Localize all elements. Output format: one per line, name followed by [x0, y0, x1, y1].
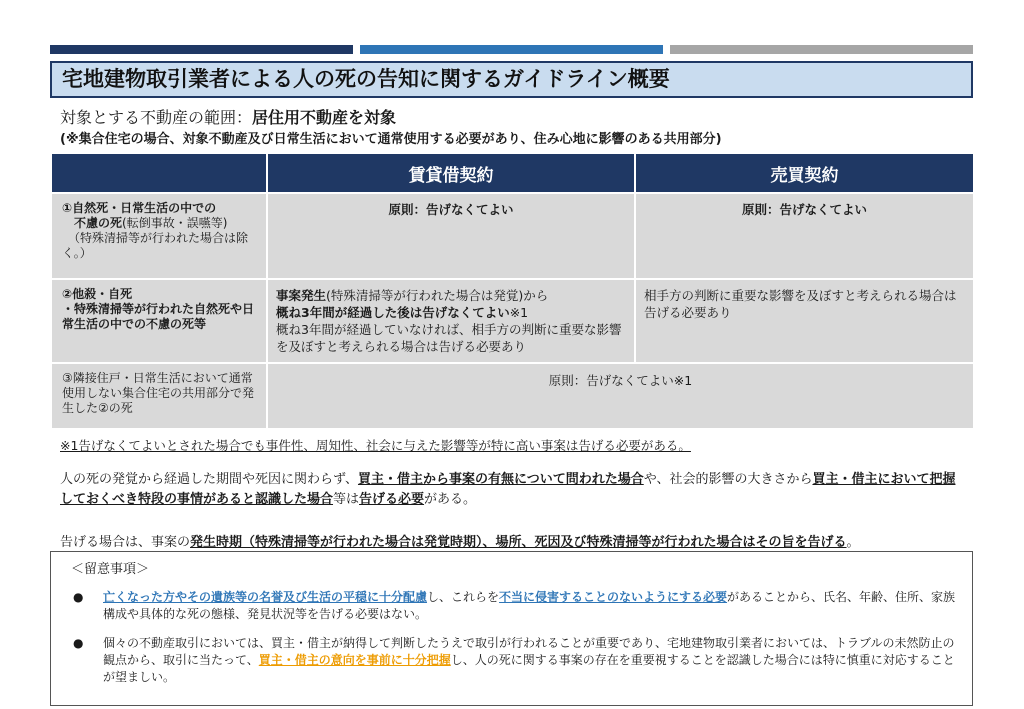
header-empty: [51, 153, 267, 193]
list-item: [65, 635, 958, 686]
para1-bold3: 告げる必要: [359, 492, 425, 507]
row1-head-plain: (転倒事故・誤嚥等): [122, 216, 228, 230]
scope-note: (※集合住宅の場合、対象不動産及び日常生活において通常使用する必要があり、住み心地に影響のある共用部分): [60, 132, 722, 147]
top-decorative-bars: [50, 45, 973, 54]
note1-blue2: 不当に侵害することのないようにする必要: [499, 590, 728, 604]
header-rent: 賃貸借契約: [267, 153, 635, 193]
row2-head-line2: ・特殊清掃等が行われた自然死や日常生活の中での不慮の死等: [62, 302, 255, 331]
row2-sale: 相手方の判断に重要な影響を及ぼすと考えられる場合は告げる必要あり: [635, 279, 974, 363]
row1-head-note: （特殊清掃等が行われた場合は除く。）: [62, 231, 249, 260]
notify-paragraph: [60, 531, 970, 550]
table-header-row: [51, 153, 974, 193]
footnote: [60, 436, 691, 454]
row2-head: [51, 279, 267, 363]
para2-text2: 。: [846, 535, 860, 550]
para1-bold1: 買主・借主から事案の有無について問われた場合: [357, 472, 644, 487]
row1-sale-text: 原則：告げなくてよい: [741, 202, 867, 217]
scope-value: 居住用不動産を対象: [252, 108, 397, 127]
para1-text4: がある。: [424, 492, 477, 507]
bar-navy: [50, 45, 353, 54]
guideline-table: [50, 152, 975, 430]
note1-text2: があることから、氏名、年齢、住所、家族構成や具体的な死の態様、発見状況等を告げる必要はない。: [103, 590, 956, 621]
row1-rent-text: 原則：告げなくてよい: [388, 202, 514, 217]
header-sale: 売買契約: [635, 153, 974, 193]
note2-orange: 買主・借主の意向を事前に十分把握: [258, 653, 451, 667]
notes-title: ＜留意事項＞: [71, 562, 150, 577]
row3-merged: 原則：告げなくてよい※1: [267, 363, 974, 429]
row2-rent-plain1: (特殊清掃等が行われた場合は発覚)から: [326, 288, 549, 303]
para2-text1: 告げる場合は、事案の: [60, 535, 191, 550]
para1-text2: や、社会的影響の大きさから: [643, 472, 813, 487]
row1-head-bold1: ①自然死・日常生活の中での: [62, 201, 217, 215]
scope-line: [60, 105, 396, 128]
para1-text3: 等は: [333, 492, 360, 507]
table-row: [51, 193, 974, 279]
para2-bold1: 発生時期（特殊清掃等が行われた場合は発覚時期）、場所、死因及び特殊清掃等が行われた場合はその旨を告げる: [190, 535, 847, 550]
page-title: 宅地建物取引業者による人の死の告知に関するガイドライン概要: [50, 61, 973, 98]
notes-box: [50, 551, 973, 706]
row2-head-line1: ②他殺・自死: [62, 287, 133, 301]
row2-rent-plain2: 概ね3年間が経過していなければ、相手方の判断に重要な影響を及ぼすと考えられる場合は告げる必要あり: [276, 322, 622, 354]
list-item: [65, 589, 958, 623]
para1-bold2: 買主・借主において把握しておくべき特段の事情があると認識した場合: [60, 472, 956, 507]
note-2-text: [103, 635, 958, 686]
disclosure-paragraph: [60, 470, 965, 510]
note1-text1: し、これらを: [427, 590, 500, 604]
row1-head-bold2: 不慮の死: [74, 216, 123, 230]
note-1-text: [103, 589, 958, 623]
row2-rent-bold2: 概ね3年間が経過した後は告げなくてよい: [276, 305, 510, 320]
scope-label: 対象とする不動産の範囲：: [60, 108, 253, 127]
note1-blue1: 亡くなった方やその遺族等の名誉及び生活の平穏に十分配慮: [103, 590, 428, 604]
table-row: [51, 279, 974, 363]
row2-rent-mark: ※1: [509, 305, 529, 320]
para1-text1: 人の死の発覚から経過した期間や死因に関わらず、: [60, 472, 358, 487]
row1-head: [51, 193, 267, 279]
bar-blue: [360, 45, 663, 54]
row2-rent: [267, 279, 635, 363]
row1-rent: [267, 193, 635, 279]
row3-head: ③隣接住戸・日常生活において通常使用しない集合住宅の共用部分で発生した②の死: [51, 363, 267, 429]
footnote-text: ※1告げなくてよいとされた場合でも事件性、周知性、社会に与えた影響等が特に高い事案は告げる必要がある。: [60, 438, 691, 453]
table-row: [51, 363, 974, 429]
note2-text2: し、人の死に関する事案の存在を重要視することを認識した場合には特に慎重に対応することが望ましい。: [103, 653, 955, 684]
row1-sale: [635, 193, 974, 279]
bullet-icon: ●: [73, 590, 84, 604]
note2-text1: 個々の不動産取引においては、買主・借主が納得して判断したうえで取引が行われることが重要であり、宅地建物取引業者においては、トラブルの未然防止の観点から、取引に当たって、: [103, 636, 955, 667]
bullet-icon: ●: [73, 636, 84, 650]
bar-gray: [670, 45, 973, 54]
row2-rent-bold1: 事案発生: [276, 288, 327, 303]
